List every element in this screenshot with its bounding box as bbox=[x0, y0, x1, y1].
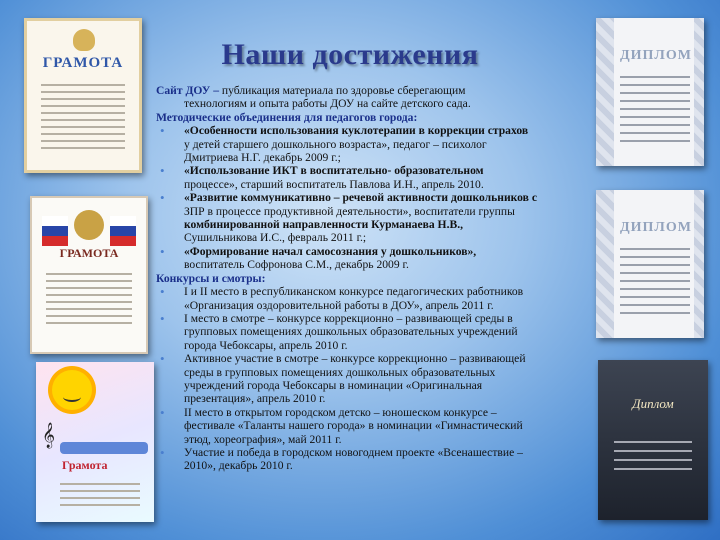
item-line: воспитатель Софронова С.М., декабрь 2009 г. bbox=[184, 258, 409, 272]
intro-lead: Сайт ДОУ – bbox=[156, 84, 219, 97]
methods-list bbox=[156, 124, 586, 271]
item-line: 2010», декабрь 2010 г. bbox=[184, 459, 293, 473]
list-item bbox=[156, 191, 586, 245]
item-line: • Активное участие в смотре – конкурсе коррекционно – развивающей bbox=[184, 352, 526, 366]
diplom-ornament bbox=[596, 18, 614, 166]
item-line: этюд, хореография», май 2011 г. bbox=[184, 432, 342, 446]
item-line: Сушильникова И.С., февраль 2011 г.; bbox=[184, 231, 367, 245]
item-line: • I место в смотре – конкурсе коррекционно – развивающей среды в bbox=[184, 311, 513, 325]
item-line: • «Использование ИКТ в воспитательно- образовательном bbox=[184, 164, 484, 178]
flag-icon bbox=[42, 216, 68, 246]
diplom-ornament bbox=[694, 18, 704, 166]
item-line: у детей старшего дошкольного возраста», педагог – психолог bbox=[184, 137, 487, 151]
certificate-diplom-image bbox=[596, 190, 704, 338]
sun-icon bbox=[52, 370, 92, 410]
certificate-text-lines bbox=[614, 434, 692, 477]
item-line: • «Формирование начал самосознания у дошкольников», bbox=[184, 244, 477, 258]
methods-heading: Методические объединения для педагогов города: bbox=[156, 110, 418, 124]
achievements-content bbox=[156, 84, 586, 473]
certificate-text-lines bbox=[620, 242, 690, 320]
list-item bbox=[156, 352, 586, 406]
item-line: ЗПР в процессе продуктивной деятельности», воспитатели группы bbox=[184, 204, 515, 218]
item-line: • «Особенности использования куклотерапии в коррекции страхов bbox=[184, 124, 529, 138]
list-item bbox=[156, 285, 586, 312]
certificate-text-lines bbox=[41, 79, 125, 154]
certificate-word: ГРАМОТА bbox=[42, 55, 124, 71]
certificate-gramota-image bbox=[24, 18, 142, 173]
item-line: города Чебоксары, апрель 2010 г. bbox=[184, 338, 348, 352]
item-line: • Участие и победа в городском новогоднем проекте «Всенашествие – bbox=[184, 445, 523, 459]
certificate-word: ДИПЛОМ bbox=[620, 48, 692, 63]
item-line: процессе», старший воспитатель Павлова И.Н., апрель 2010. bbox=[184, 177, 484, 191]
crest-icon bbox=[73, 29, 95, 51]
certificate-word: Грамота bbox=[62, 458, 108, 472]
certificate-text-lines bbox=[46, 268, 132, 329]
list-item bbox=[156, 124, 586, 164]
emblem-icon bbox=[74, 210, 104, 240]
item-line: «Организация оздоровительной работы в ДОУ», апрель 2011 г. bbox=[184, 298, 494, 312]
list-item bbox=[156, 245, 586, 272]
diplom-ornament bbox=[694, 190, 704, 338]
item-line: групповых помещениях дошкольных образовательных учреждений bbox=[184, 325, 518, 339]
item-line: • II место в открытом городском детско – юношеском конкурсе – bbox=[184, 405, 497, 419]
intro-line bbox=[156, 84, 586, 97]
flag-icon bbox=[110, 216, 136, 246]
item-line: • «Развитие коммуникативно – речевой активности дошкольников с bbox=[184, 191, 537, 205]
diplom-ornament bbox=[596, 190, 614, 338]
slide-title: Наши достижения bbox=[221, 38, 479, 71]
item-line: среды в групповых помещениях дошкольных образовательных bbox=[184, 365, 496, 379]
certificate-text-lines bbox=[620, 70, 690, 148]
item-line: • I и II место в республиканском конкурсе педагогических работников bbox=[184, 285, 524, 299]
certificate-text-lines bbox=[60, 478, 140, 511]
item-line: Дмитриева Н.Г. декабрь 2009 г.; bbox=[184, 151, 341, 165]
list-item bbox=[156, 446, 586, 473]
music-note-icon: 𝄞 bbox=[42, 422, 56, 447]
intro-line: технологиям и опыта работы ДОУ на сайте детского сада. bbox=[184, 97, 471, 111]
contests-heading: Конкурсы и смотры: bbox=[156, 271, 266, 285]
certificate-diplom-image bbox=[596, 18, 704, 166]
certificate-gramota-flags-image bbox=[30, 196, 148, 354]
intro-text: публикация материала по здоровье сберегающим bbox=[219, 84, 466, 97]
certificate-word: ДИПЛОМ bbox=[620, 220, 692, 235]
item-line: презентация», апрель 2010 г. bbox=[184, 392, 326, 406]
certificate-word: ГРАМОТА bbox=[59, 246, 119, 260]
certificate-word: Диплом bbox=[632, 396, 674, 411]
item-line: учреждений города Чебоксары в номинации «Оригинальная bbox=[184, 378, 483, 392]
list-item bbox=[156, 312, 586, 352]
item-line: комбинированной направленности Курманаева Н.В., bbox=[184, 218, 463, 232]
banner-shape bbox=[60, 442, 148, 454]
contests-list bbox=[156, 285, 586, 473]
certificate-talents-image bbox=[36, 362, 154, 522]
certificate-diplom-dark-image bbox=[598, 360, 708, 520]
list-item bbox=[156, 406, 586, 446]
item-line: фестивале «Таланты нашего города» в номинации «Гимнастический bbox=[184, 419, 523, 433]
list-item bbox=[156, 164, 586, 191]
